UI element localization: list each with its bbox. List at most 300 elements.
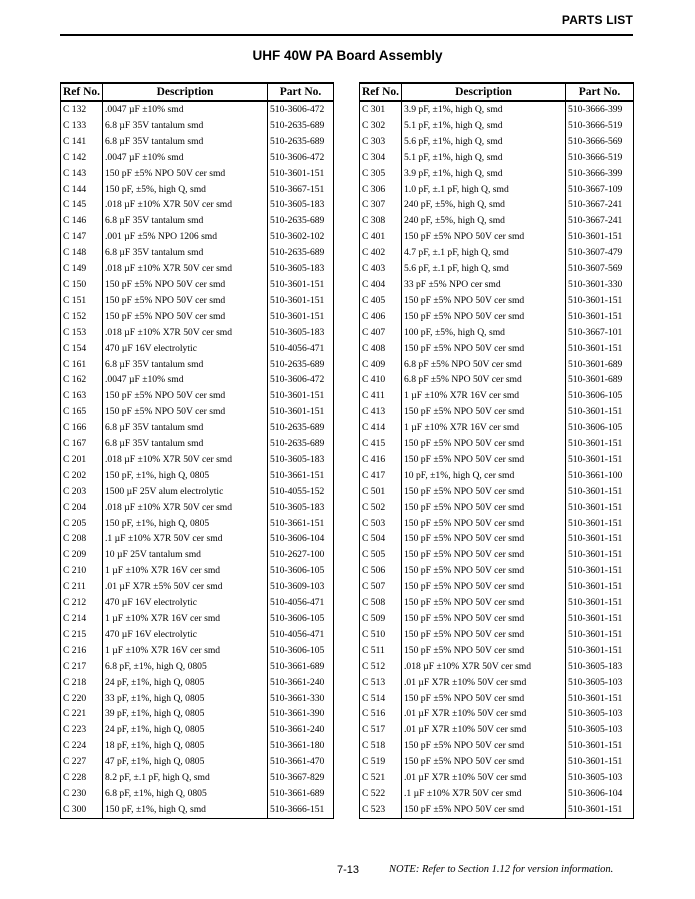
description-cell: 6.8 pF, ±1%, high Q, 0805 [103, 659, 268, 675]
description-cell: 150 pF ±5% NPO 50V cer smd [402, 484, 566, 500]
part-no-cell: 510-2635-689 [268, 118, 334, 134]
parts-table-left [60, 82, 334, 819]
ref-no-cell: C 204 [61, 500, 103, 516]
table-row [360, 166, 634, 182]
part-no-cell: 510-3606-104 [566, 786, 634, 802]
description-cell: 6.8 pF ±5% NPO 50V cer smd [402, 357, 566, 373]
part-no-cell: 510-3601-151 [268, 166, 334, 182]
part-no-cell: 510-3602-102 [268, 229, 334, 245]
description-cell: 1 µF ±10% X7R 16V cer smd [103, 611, 268, 627]
description-cell: 33 pF ±5% NPO cer smd [402, 277, 566, 293]
ref-no-cell: C 218 [61, 675, 103, 691]
ref-no-cell: C 518 [360, 738, 402, 754]
part-no-cell: 510-3609-103 [268, 579, 334, 595]
description-cell: 1 µF ±10% X7R 16V cer smd [402, 388, 566, 404]
description-cell: 24 pF, ±1%, high Q, 0805 [103, 722, 268, 738]
description-cell: 6.8 µF 35V tantalum smd [103, 134, 268, 150]
ref-no-cell: C 416 [360, 452, 402, 468]
part-no-cell: 510-3661-180 [268, 738, 334, 754]
part-no-header: Part No. [268, 83, 334, 101]
footer-note: NOTE: Refer to Section 1.12 for version information. [389, 864, 614, 875]
description-cell: 150 pF ±5% NPO 50V cer smd [402, 802, 566, 818]
ref-no-cell: C 214 [61, 611, 103, 627]
ref-no-cell: C 411 [360, 388, 402, 404]
description-cell: 100 pF, ±5%, high Q, smd [402, 325, 566, 341]
part-no-cell: 510-3601-151 [566, 500, 634, 516]
table-row [360, 197, 634, 213]
ref-no-cell: C 306 [360, 182, 402, 198]
table-row [61, 468, 334, 484]
table-row [360, 293, 634, 309]
ref-no-cell: C 403 [360, 261, 402, 277]
ref-no-cell: C 217 [61, 659, 103, 675]
table-row [360, 659, 634, 675]
table-row [61, 738, 334, 754]
ref-no-cell: C 414 [360, 420, 402, 436]
ref-no-cell: C 209 [61, 547, 103, 563]
description-cell: 10 µF 25V tantalum smd [103, 547, 268, 563]
part-no-cell: 510-3605-183 [268, 261, 334, 277]
ref-no-cell: C 301 [360, 101, 402, 118]
ref-no-cell: C 408 [360, 341, 402, 357]
description-cell: 150 pF ±5% NPO 50V cer smd [402, 643, 566, 659]
part-no-cell: 510-3606-472 [268, 101, 334, 118]
part-no-cell: 510-3601-151 [566, 754, 634, 770]
part-no-cell: 510-3601-151 [566, 627, 634, 643]
part-no-cell: 510-3601-151 [566, 516, 634, 532]
table-row [61, 357, 334, 373]
part-no-cell: 510-2635-689 [268, 134, 334, 150]
table-row [61, 197, 334, 213]
description-cell: 150 pF ±5% NPO 50V cer smd [103, 309, 268, 325]
part-no-cell: 510-3605-183 [566, 659, 634, 675]
part-no-cell: 510-3601-151 [268, 277, 334, 293]
description-cell: .018 µF ±10% X7R 50V cer smd [103, 500, 268, 516]
part-no-cell: 510-4056-471 [268, 627, 334, 643]
description-cell: 150 pF ±5% NPO 50V cer smd [402, 611, 566, 627]
description-cell: 10 pF, ±1%, high Q, cer smd [402, 468, 566, 484]
part-no-cell: 510-3601-151 [566, 802, 634, 818]
ref-no-cell: C 307 [360, 197, 402, 213]
description-cell: 150 pF, ±1%, high Q, smd [103, 802, 268, 818]
part-no-cell: 510-3601-151 [268, 388, 334, 404]
description-cell: 150 pF ±5% NPO 50V cer smd [402, 738, 566, 754]
ref-no-cell: C 212 [61, 595, 103, 611]
description-cell: 150 pF ±5% NPO 50V cer smd [402, 436, 566, 452]
part-no-cell: 510-3661-470 [268, 754, 334, 770]
description-cell: 5.1 pF, ±1%, high Q, smd [402, 150, 566, 166]
description-cell: 150 pF ±5% NPO 50V cer smd [402, 404, 566, 420]
ref-no-cell: C 224 [61, 738, 103, 754]
table-row [360, 118, 634, 134]
part-no-cell: 510-3666-519 [566, 118, 634, 134]
part-no-cell: 510-3667-241 [566, 213, 634, 229]
table-row [61, 500, 334, 516]
ref-no-cell: C 300 [61, 802, 103, 818]
description-cell: 150 pF ±5% NPO 50V cer smd [402, 309, 566, 325]
description-cell: 150 pF, ±1%, high Q, 0805 [103, 468, 268, 484]
description-cell: 150 pF ±5% NPO 50V cer smd [402, 516, 566, 532]
ref-no-cell: C 503 [360, 516, 402, 532]
ref-no-cell: C 166 [61, 420, 103, 436]
page-title: UHF 40W PA Board Assembly [252, 48, 443, 63]
description-cell: 150 pF ±5% NPO 50V cer smd [103, 166, 268, 182]
table-row [360, 563, 634, 579]
ref-no-cell: C 402 [360, 245, 402, 261]
description-cell: 150 pF ±5% NPO 50V cer smd [402, 579, 566, 595]
ref-no-cell: C 510 [360, 627, 402, 643]
table-row [61, 309, 334, 325]
ref-no-cell: C 220 [61, 691, 103, 707]
part-no-cell: 510-3601-151 [566, 484, 634, 500]
ref-no-cell: C 523 [360, 802, 402, 818]
table-row [360, 611, 634, 627]
table-row [360, 182, 634, 198]
table-row [360, 309, 634, 325]
part-no-cell: 510-3605-183 [268, 452, 334, 468]
ref-no-cell: C 221 [61, 706, 103, 722]
ref-no-cell: C 215 [61, 627, 103, 643]
part-no-cell: 510-3601-151 [566, 611, 634, 627]
part-no-cell: 510-4055-152 [268, 484, 334, 500]
ref-no-cell: C 143 [61, 166, 103, 182]
part-no-cell: 510-3601-151 [566, 547, 634, 563]
ref-no-cell: C 205 [61, 516, 103, 532]
table-row [61, 691, 334, 707]
description-cell: 470 µF 16V electrolytic [103, 627, 268, 643]
table-row [360, 802, 634, 818]
table-row [360, 420, 634, 436]
ref-no-cell: C 505 [360, 547, 402, 563]
description-cell: .018 µF ±10% X7R 50V cer smd [103, 325, 268, 341]
description-cell: 24 pF, ±1%, high Q, 0805 [103, 675, 268, 691]
table-header-row [360, 83, 634, 101]
table-row [61, 372, 334, 388]
part-no-cell: 510-2635-689 [268, 420, 334, 436]
part-no-cell: 510-3606-105 [566, 420, 634, 436]
description-cell: 150 pF ±5% NPO 50V cer smd [402, 293, 566, 309]
ref-no-cell: C 201 [61, 452, 103, 468]
description-cell: 150 pF ±5% NPO 50V cer smd [402, 691, 566, 707]
table-row [61, 643, 334, 659]
table-row [61, 611, 334, 627]
table-row [61, 786, 334, 802]
part-no-cell: 510-3601-151 [268, 293, 334, 309]
table-row [61, 659, 334, 675]
ref-no-cell: C 150 [61, 277, 103, 293]
description-cell: 5.1 pF, ±1%, high Q, smd [402, 118, 566, 134]
description-cell: 150 pF, ±1%, high Q, 0805 [103, 516, 268, 532]
table-row [360, 675, 634, 691]
table-row [61, 531, 334, 547]
part-no-cell: 510-2627-100 [268, 547, 334, 563]
part-no-cell: 510-3661-240 [268, 675, 334, 691]
description-cell: .0047 µF ±10% smd [103, 150, 268, 166]
table-row [61, 579, 334, 595]
ref-no-cell: C 211 [61, 579, 103, 595]
ref-no-cell: C 162 [61, 372, 103, 388]
ref-no-cell: C 133 [61, 118, 103, 134]
ref-no-cell: C 519 [360, 754, 402, 770]
description-cell: .01 µF X7R ±10% 50V cer smd [402, 675, 566, 691]
ref-no-cell: C 208 [61, 531, 103, 547]
ref-no-cell: C 401 [360, 229, 402, 245]
table-row [61, 277, 334, 293]
description-cell: 47 pF, ±1%, high Q, 0805 [103, 754, 268, 770]
table-row [61, 341, 334, 357]
part-no-cell: 510-3661-240 [268, 722, 334, 738]
description-cell: 4.7 pF, ±.1 pF, high Q, smd [402, 245, 566, 261]
part-no-cell: 510-3601-689 [566, 372, 634, 388]
parts-table-right [359, 82, 634, 819]
part-no-cell: 510-3667-151 [268, 182, 334, 198]
description-cell: 6.8 pF, ±1%, high Q, 0805 [103, 786, 268, 802]
part-no-cell: 510-3606-105 [566, 388, 634, 404]
table-row [61, 229, 334, 245]
ref-no-cell: C 146 [61, 213, 103, 229]
description-cell: .01 µF X7R ±5% 50V cer smd [103, 579, 268, 595]
ref-no-cell: C 409 [360, 357, 402, 373]
table-row [360, 452, 634, 468]
table-row [360, 738, 634, 754]
ref-no-cell: C 508 [360, 595, 402, 611]
table-row [61, 722, 334, 738]
description-cell: 150 pF ±5% NPO 50V cer smd [402, 500, 566, 516]
table-row [360, 531, 634, 547]
ref-no-cell: C 153 [61, 325, 103, 341]
table-row [61, 404, 334, 420]
ref-no-cell: C 167 [61, 436, 103, 452]
part-no-cell: 510-3661-689 [268, 659, 334, 675]
description-cell: 6.8 µF 35V tantalum smd [103, 213, 268, 229]
part-no-cell: 510-3666-399 [566, 101, 634, 118]
part-no-cell: 510-2635-689 [268, 436, 334, 452]
table-row [360, 484, 634, 500]
description-cell: 150 pF, ±5%, high Q, smd [103, 182, 268, 198]
ref-no-cell: C 161 [61, 357, 103, 373]
ref-no-cell: C 151 [61, 293, 103, 309]
description-cell: .0047 µF ±10% smd [103, 101, 268, 118]
ref-no-cell: C 165 [61, 404, 103, 420]
ref-no-cell: C 509 [360, 611, 402, 627]
part-no-cell: 510-3605-103 [566, 722, 634, 738]
table-row [61, 770, 334, 786]
description-cell: 6.8 pF ±5% NPO 50V cer smd [402, 372, 566, 388]
ref-no-cell: C 407 [360, 325, 402, 341]
description-cell: 39 pF, ±1%, high Q, 0805 [103, 706, 268, 722]
part-no-cell: 510-3661-100 [566, 468, 634, 484]
ref-no-cell: C 504 [360, 531, 402, 547]
part-no-cell: 510-3606-105 [268, 643, 334, 659]
table-row [360, 436, 634, 452]
table-row [360, 468, 634, 484]
ref-no-cell: C 502 [360, 500, 402, 516]
table-row [360, 325, 634, 341]
description-cell: 150 pF ±5% NPO 50V cer smd [402, 627, 566, 643]
ref-no-cell: C 507 [360, 579, 402, 595]
table-row [61, 802, 334, 818]
part-no-cell: 510-2635-689 [268, 245, 334, 261]
table-row [360, 357, 634, 373]
table-row [61, 706, 334, 722]
description-header: Description [402, 83, 566, 101]
table-row [61, 452, 334, 468]
description-cell: .018 µF ±10% X7R 50V cer smd [103, 261, 268, 277]
part-no-cell: 510-3601-151 [566, 579, 634, 595]
ref-no-cell: C 513 [360, 675, 402, 691]
part-no-cell: 510-3607-479 [566, 245, 634, 261]
part-no-cell: 510-3605-103 [566, 706, 634, 722]
description-cell: 240 pF, ±5%, high Q, smd [402, 213, 566, 229]
description-cell: 150 pF ±5% NPO 50V cer smd [103, 388, 268, 404]
part-no-cell: 510-3606-105 [268, 563, 334, 579]
description-cell: 6.8 µF 35V tantalum smd [103, 118, 268, 134]
ref-no-cell: C 303 [360, 134, 402, 150]
part-no-cell: 510-3667-829 [268, 770, 334, 786]
part-no-cell: 510-3601-151 [566, 293, 634, 309]
description-cell: .001 µF ±5% NPO 1206 smd [103, 229, 268, 245]
table-row [360, 134, 634, 150]
ref-no-cell: C 517 [360, 722, 402, 738]
part-no-cell: 510-3601-151 [566, 229, 634, 245]
part-no-cell: 510-3607-569 [566, 261, 634, 277]
ref-no-cell: C 230 [61, 786, 103, 802]
table-row [360, 786, 634, 802]
ref-no-cell: C 202 [61, 468, 103, 484]
table-row [360, 547, 634, 563]
table-row [61, 754, 334, 770]
description-cell: 18 pF, ±1%, high Q, 0805 [103, 738, 268, 754]
table-row [61, 213, 334, 229]
ref-no-cell: C 413 [360, 404, 402, 420]
part-no-cell: 510-3601-689 [566, 357, 634, 373]
description-cell: 150 pF ±5% NPO 50V cer smd [402, 595, 566, 611]
table-row [61, 547, 334, 563]
part-no-cell: 510-4056-471 [268, 341, 334, 357]
description-cell: 150 pF ±5% NPO 50V cer smd [402, 341, 566, 357]
table-row [360, 627, 634, 643]
part-no-cell: 510-3601-151 [566, 341, 634, 357]
description-cell: .01 µF X7R ±10% 50V cer smd [402, 722, 566, 738]
table-row [61, 516, 334, 532]
description-cell: 150 pF ±5% NPO 50V cer smd [103, 277, 268, 293]
table-row [360, 101, 634, 118]
part-no-cell: 510-3661-151 [268, 516, 334, 532]
table-row [61, 484, 334, 500]
ref-no-cell: C 141 [61, 134, 103, 150]
part-no-cell: 510-3666-151 [268, 802, 334, 818]
description-cell: .018 µF ±10% X7R 50V cer smd [103, 452, 268, 468]
description-cell: 150 pF ±5% NPO 50V cer smd [402, 229, 566, 245]
table-row [61, 627, 334, 643]
description-cell: 1.0 pF, ±.1 pF, high Q, smd [402, 182, 566, 198]
description-cell: 8.2 pF, ±.1 pF, high Q, smd [103, 770, 268, 786]
ref-no-cell: C 148 [61, 245, 103, 261]
part-no-cell: 510-3601-151 [566, 531, 634, 547]
ref-no-cell: C 223 [61, 722, 103, 738]
ref-no-cell: C 406 [360, 309, 402, 325]
description-cell: 6.8 µF 35V tantalum smd [103, 357, 268, 373]
ref-no-cell: C 415 [360, 436, 402, 452]
description-cell: 3.9 pF, ±1%, high Q, smd [402, 101, 566, 118]
part-no-cell: 510-2635-689 [268, 213, 334, 229]
description-cell: 1500 µF 25V alum electrolytic [103, 484, 268, 500]
part-no-cell: 510-3666-569 [566, 134, 634, 150]
table-row [360, 516, 634, 532]
ref-no-cell: C 304 [360, 150, 402, 166]
table-row [360, 722, 634, 738]
ref-no-header: Ref No. [61, 83, 103, 101]
part-no-cell: 510-3601-330 [566, 277, 634, 293]
part-no-cell: 510-3606-104 [268, 531, 334, 547]
ref-no-cell: C 228 [61, 770, 103, 786]
part-no-cell: 510-3606-105 [268, 611, 334, 627]
table-row [360, 500, 634, 516]
description-cell: 150 pF ±5% NPO 50V cer smd [402, 531, 566, 547]
part-no-cell: 510-3605-103 [566, 675, 634, 691]
part-no-cell: 510-3605-183 [268, 325, 334, 341]
ref-no-cell: C 210 [61, 563, 103, 579]
description-cell: .1 µF ±10% X7R 50V cer smd [103, 531, 268, 547]
table-row [360, 150, 634, 166]
table-header-row [61, 83, 334, 101]
table-row [360, 706, 634, 722]
table-row [61, 293, 334, 309]
description-cell: .018 µF ±10% X7R 50V cer smd [103, 197, 268, 213]
ref-no-cell: C 203 [61, 484, 103, 500]
table-row [360, 261, 634, 277]
ref-no-header: Ref No. [360, 83, 402, 101]
part-no-cell: 510-3667-101 [566, 325, 634, 341]
ref-no-cell: C 506 [360, 563, 402, 579]
description-cell: .018 µF ±10% X7R 50V cer smd [402, 659, 566, 675]
ref-no-cell: C 410 [360, 372, 402, 388]
ref-no-cell: C 154 [61, 341, 103, 357]
table-row [360, 372, 634, 388]
part-no-cell: 510-3667-241 [566, 197, 634, 213]
part-no-cell: 510-3601-151 [566, 738, 634, 754]
table-row [61, 166, 334, 182]
table-row [360, 404, 634, 420]
description-cell: 3.9 pF, ±1%, high Q, smd [402, 166, 566, 182]
header-rule [60, 34, 633, 36]
part-no-cell: 510-3605-103 [566, 770, 634, 786]
part-no-cell: 510-3601-151 [566, 563, 634, 579]
part-no-cell: 510-3601-151 [268, 309, 334, 325]
part-no-cell: 510-3601-151 [566, 595, 634, 611]
description-cell: 1 µF ±10% X7R 16V cer smd [103, 563, 268, 579]
description-cell: 6.8 µF 35V tantalum smd [103, 436, 268, 452]
table-row [61, 563, 334, 579]
description-cell: 150 pF ±5% NPO 50V cer smd [103, 293, 268, 309]
table-row [61, 150, 334, 166]
table-row [360, 643, 634, 659]
ref-no-cell: C 149 [61, 261, 103, 277]
description-cell: .1 µF ±10% X7R 50V cer smd [402, 786, 566, 802]
ref-no-cell: C 308 [360, 213, 402, 229]
ref-no-cell: C 142 [61, 150, 103, 166]
description-cell: .01 µF X7R ±10% 50V cer smd [402, 706, 566, 722]
table-row [360, 388, 634, 404]
part-no-cell: 510-3601-151 [566, 643, 634, 659]
description-cell: 1 µF ±10% X7R 16V cer smd [103, 643, 268, 659]
part-no-cell: 510-3666-399 [566, 166, 634, 182]
section-header: PARTS LIST [561, 13, 633, 27]
part-no-header: Part No. [566, 83, 634, 101]
table-row [61, 118, 334, 134]
part-no-cell: 510-3601-151 [566, 309, 634, 325]
description-cell: 1 µF ±10% X7R 16V cer smd [402, 420, 566, 436]
